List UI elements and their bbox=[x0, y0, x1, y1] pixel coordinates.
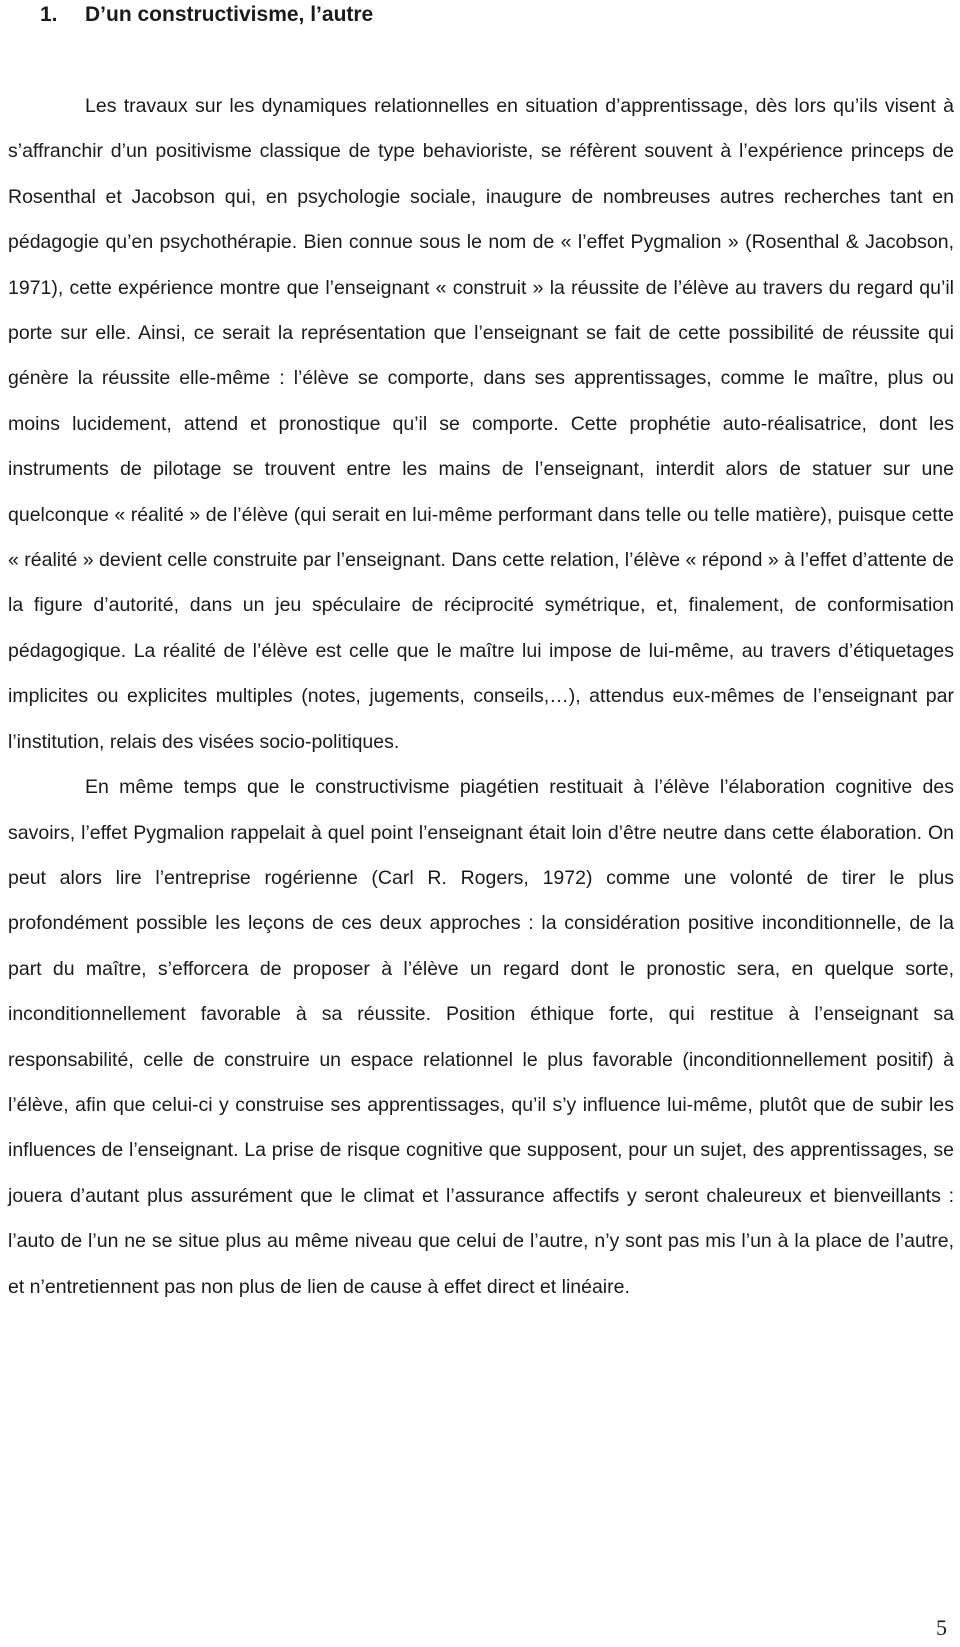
body-text bbox=[8, 84, 954, 1310]
section-heading bbox=[40, 0, 373, 30]
paragraph-2: En même temps que le constructivisme piagétien restituait à l’élève l’élaboration cognitive des savoirs, l’effet Pygmalion rappelait à quel point l’enseignant était loin d’être neutre dans cette élaboration. On peut alors lire l’entreprise rogérienne (Carl R. Rogers, 1972) comme une volonté de tirer le plus profondément possible les leçons de ces deux approches : la considération positive inconditionnelle, de la part du maître, s’efforcera de proposer à l’élève un regard dont le pronostic sera, en quelque sorte, inconditionnellement favorable à sa réussite. Position éthique forte, qui restitue à l’enseignant sa responsabilité, celle de construire un espace relationnel le plus favorable (inconditionnellement positif) à l’élève, afin que celui-ci y construise ses apprentissages, qu’il s’y influence lui-même, plutôt que de subir les influences de l’enseignant. La prise de risque cognitive que supposent, pour un sujet, des apprentissages, se jouera d’autant plus assurément que le climat et l’assurance affectifs y seront chaleureux et bienveillants : l’auto de l’un ne se situe plus au même niveau que celui de l’autre, n’y sont pas mis l’un à la place de l’autre, et n’entretiennent pas non plus de lien de cause à effet direct et linéaire. bbox=[8, 776, 954, 1298]
page-number: 5 bbox=[936, 1615, 947, 1640]
section-number: 1. bbox=[40, 3, 58, 26]
section-title: D’un constructivisme, l’autre bbox=[85, 3, 374, 26]
paragraph-1: Les travaux sur les dynamiques relationnelles en situation d’apprentissage, dès lors qu’ils visent à s’affranchir d’un positivisme classique de type behavioriste, se réfèrent souvent à l’expérience princeps de Rosenthal et Jacobson qui, en psychologie sociale, inaugure de nombreuses autres recherches tant en pédagogie qu’en psychothérapie. Bien connue sous le nom de « l’effet Pygmalion » (Rosenthal & Jacobson, 1971), cette expérience montre que l’enseignant « construit » la réussite de l’élève au travers du regard qu’il porte sur elle. Ainsi, ce serait la représentation que l’enseignant se fait de cette possibilité de réussite qui génère la réussite elle-même : l’élève se comporte, dans ses apprentissages, comme le maître, plus ou moins lucidement, attend et pronostique qu’il se comporte. Cette prophétie auto-réalisatrice, dont les instruments de pilotage se trouvent entre les mains de l’enseignant, interdit alors de statuer sur une quelconque « réalité » de l’élève (qui serait en lui-même performant dans telle ou telle matière), puisque cette « réalité » devient celle construite par l’enseignant. Dans cette relation, l’élève « répond » à l’effet d’attente de la figure d’autorité, dans un jeu spéculaire de réciprocité symétrique, et, finalement, de conformisation pédagogique. La réalité de l’élève est celle que le maître lui impose de lui-même, au travers d’étiquetages implicites ou explicites multiples (notes, jugements, conseils,…), attendus eux-mêmes de l’enseignant par l’institution, relais des visées socio-politiques. bbox=[8, 95, 954, 753]
